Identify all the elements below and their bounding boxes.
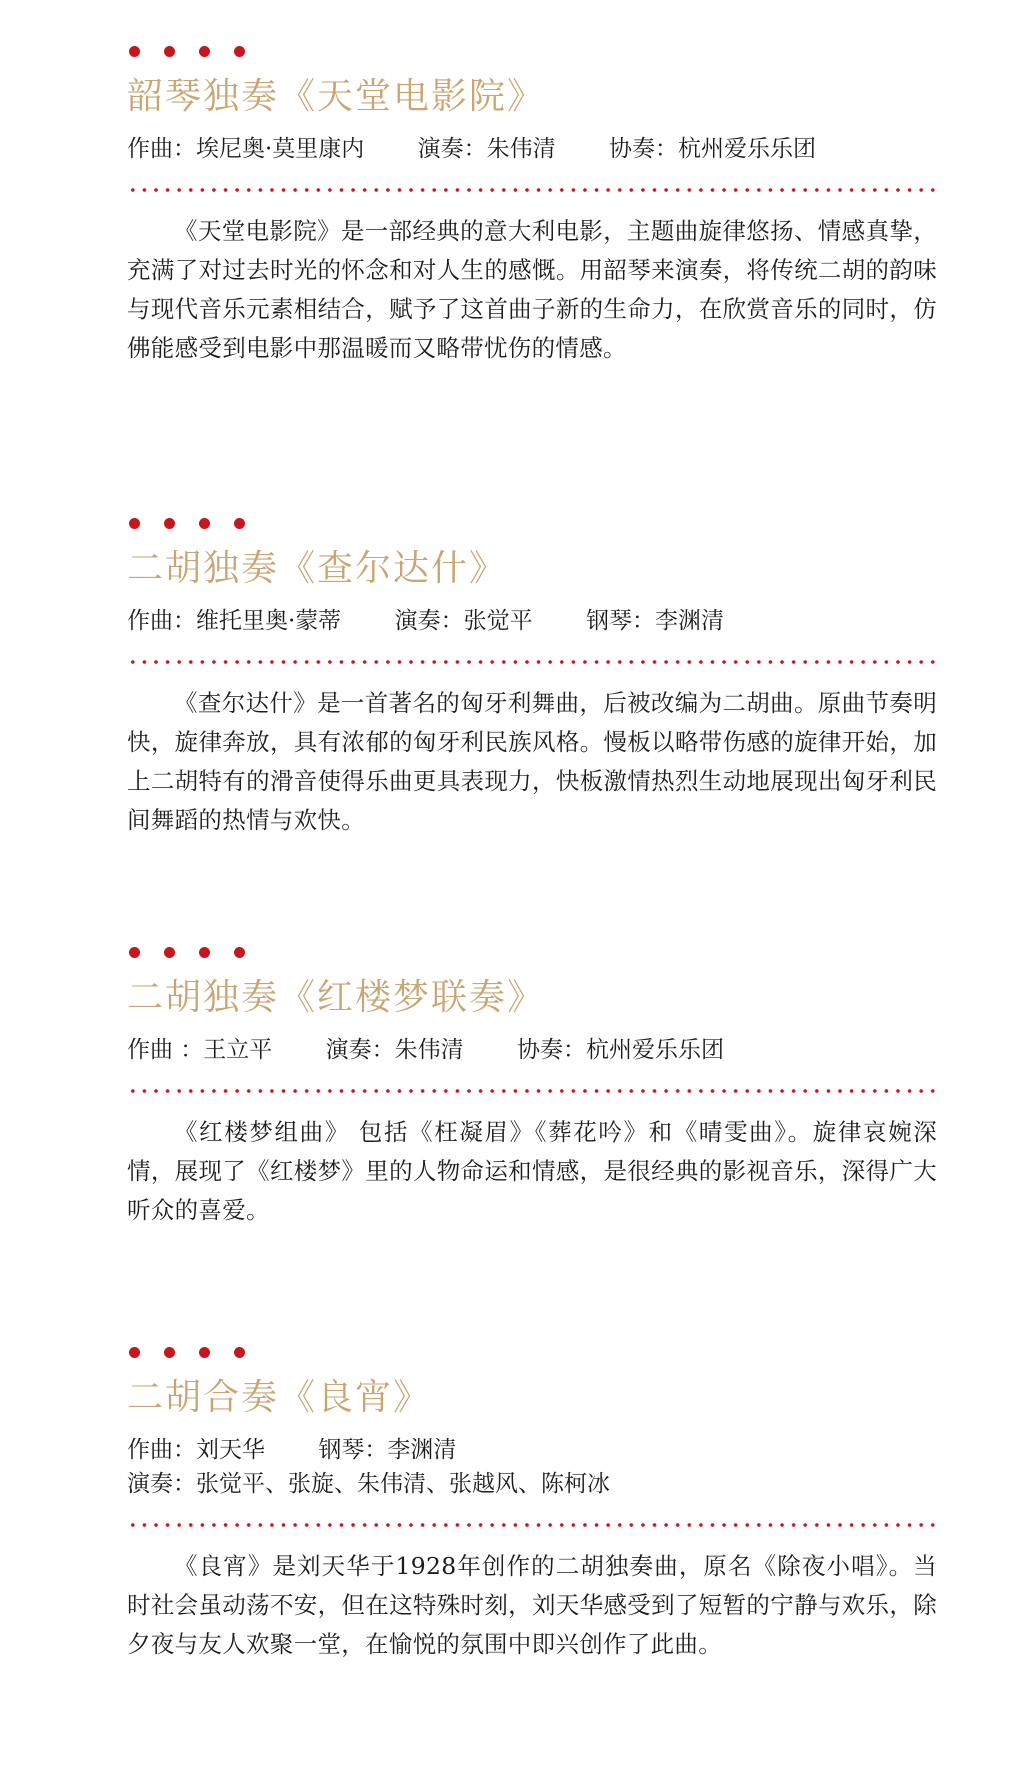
program-credits [127,1433,937,1501]
red-dot [164,947,175,958]
performer-credit: 演奏：朱伟清 [325,1037,464,1063]
red-dot [164,518,175,529]
decorative-dots [129,46,937,58]
red-dot [129,46,140,57]
program-description: 《查尔达什》是一首著名的匈牙利舞曲，后被改编为二胡曲。原曲节奏明快，旋律奔放，具有浓郁的匈牙利民族风格。慢板以略带伤感的旋律开始，加上二胡特有的滑音使得乐曲更具表现力，快板激情热烈生动地展现出匈牙利民间舞蹈的热情与欢快。 [127,689,937,834]
red-dot [234,947,245,958]
performer-credit: 演奏：张觉平 [394,608,533,634]
decorative-dots [129,1347,937,1359]
program-section [127,46,937,392]
red-dot [234,1347,245,1358]
piano-credit: 钢琴：李渊清 [585,608,724,634]
dotted-divider [127,188,937,192]
program-section [127,1347,937,1688]
credit-line [127,1467,937,1501]
dotted-divider [127,1523,937,1527]
program-title: 二胡独奏《查尔达什》 [127,548,508,589]
red-dot [199,1347,210,1358]
red-dot [164,1347,175,1358]
program-description: 《天堂电影院》是一部经典的意大利电影，主题曲旋律悠扬、情感真挚，充满了对过去时光的怀念和对人生的感慨。用韶琴来演奏，将传统二胡的韵味与现代音乐元素相结合，赋予了这首曲子新的生命力，在欣赏音乐的同时，仿佛能感受到电影中那温暖而又略带忧伤的情感。 [127,217,937,362]
accompaniment-credit: 协奏：杭州爱乐乐团 [608,136,816,162]
program-credits [127,604,937,638]
composer-credit: 作曲：维托里奥·蒙蒂 [127,608,342,634]
performers-credit: 演奏：张觉平、张旋、朱伟清、张越风、陈柯冰 [127,1471,610,1497]
composer-credit: 作曲 ：王立平 [127,1037,273,1063]
program-title: 二胡合奏《良宵》 [127,1377,432,1418]
program-description: 《红楼梦组曲》 包括《枉凝眉》《葬花吟》和《晴雯曲》。旋律哀婉深情，展现了《红楼梦》里的人物命运和情感，是很经典的影视音乐，深得广大听众的喜爱。 [127,1118,937,1224]
piano-credit: 钢琴：李渊清 [318,1437,457,1463]
program-title: 二胡独奏《红楼梦联奏》 [127,977,546,1018]
credit-line [127,1033,937,1067]
red-dot [129,518,140,529]
credit-line [127,1433,937,1467]
performer-credit: 演奏：朱伟清 [417,136,556,162]
red-dot [199,518,210,529]
red-dot [234,46,245,57]
composer-credit: 作曲：刘天华 [127,1437,265,1463]
red-dot [199,947,210,958]
program-section [127,518,937,864]
decorative-dots [129,518,937,530]
red-dot [129,947,140,958]
program-credits [127,132,937,166]
credit-line [127,132,937,166]
program-section [127,947,937,1254]
dotted-divider [127,1089,937,1093]
credit-line [127,604,937,638]
decorative-dots [129,947,937,959]
program-credits [127,1033,937,1067]
program-title: 韶琴独奏《天堂电影院》 [127,76,546,117]
red-dot [164,46,175,57]
dotted-divider [127,660,937,664]
red-dot [129,1347,140,1358]
program-description: 《良宵》是刘天华于1928年创作的二胡独奏曲，原名《除夜小唱》。当时社会虽动荡不安，但在这特殊时刻，刘天华感受到了短暂的宁静与欢乐，除夕夜与友人欢聚一堂，在愉悦的氛围中即兴创作了此曲。 [127,1552,937,1658]
accompaniment-credit: 协奏：杭州爱乐乐团 [516,1037,724,1063]
red-dot [234,518,245,529]
red-dot [199,46,210,57]
composer-credit: 作曲：埃尼奥·莫里康内 [127,136,365,162]
